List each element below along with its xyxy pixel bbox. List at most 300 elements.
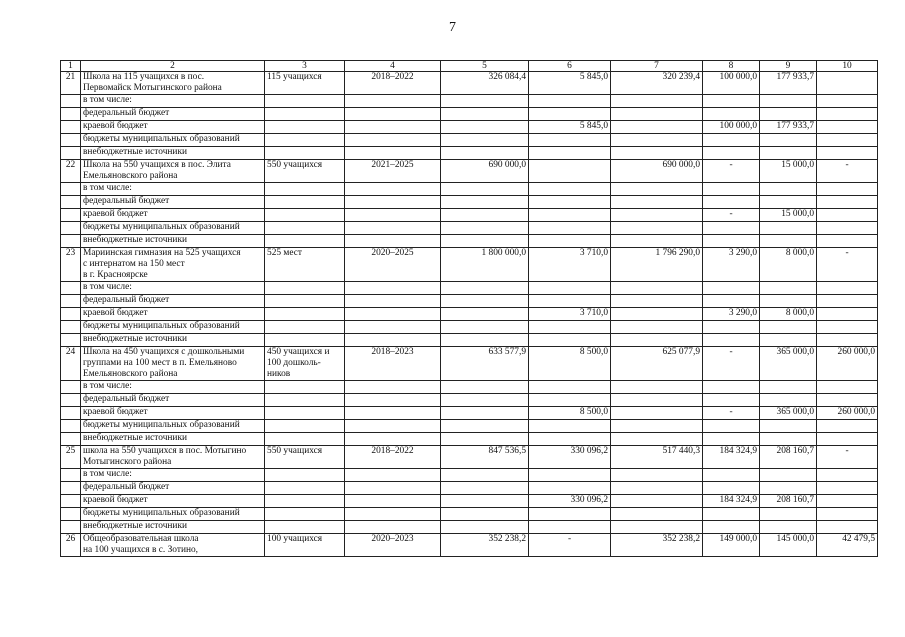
value-c6 — [529, 222, 611, 235]
value-c8 — [703, 321, 760, 334]
period — [345, 196, 441, 209]
object-capacity — [265, 407, 345, 420]
value-c6: 330 096,2 — [529, 495, 611, 508]
value-c6 — [529, 209, 611, 222]
value-c5: 326 084,4 — [441, 72, 529, 95]
table-subrow-federal — [61, 295, 878, 308]
funding-source-label: бюджеты муниципальных образований — [81, 508, 265, 521]
value-c10 — [817, 196, 878, 209]
period — [345, 508, 441, 521]
value-c6 — [529, 381, 611, 394]
object-name: Общеобразовательная школа на 100 учащихся в с. Зотино, — [81, 534, 265, 557]
period — [345, 147, 441, 160]
value-c8 — [703, 295, 760, 308]
value-c10 — [817, 469, 878, 482]
column-header-6: 6 — [529, 61, 611, 72]
object-capacity — [265, 308, 345, 321]
table-subrow-regional — [61, 308, 878, 321]
value-c9 — [760, 147, 817, 160]
funding-source-label: федеральный бюджет — [81, 295, 265, 308]
value-c7 — [611, 381, 703, 394]
period — [345, 235, 441, 248]
row-number — [61, 469, 81, 482]
funding-source-label: краевой бюджет — [81, 308, 265, 321]
value-c8: 184 324,9 — [703, 495, 760, 508]
value-c5 — [441, 295, 529, 308]
period: 2021–2025 — [345, 160, 441, 183]
value-c8: 149 000,0 — [703, 534, 760, 557]
object-capacity — [265, 134, 345, 147]
value-c5 — [441, 508, 529, 521]
value-c7 — [611, 147, 703, 160]
funding-source-label: в том числе: — [81, 469, 265, 482]
period — [345, 95, 441, 108]
value-c7: 517 440,3 — [611, 446, 703, 469]
value-c9 — [760, 108, 817, 121]
table-subrow-municipal — [61, 134, 878, 147]
object-capacity — [265, 235, 345, 248]
object-capacity — [265, 209, 345, 222]
object-capacity: 100 учащихся — [265, 534, 345, 557]
value-c6 — [529, 508, 611, 521]
table-subrow-regional — [61, 121, 878, 134]
value-c10: 42 479,5 — [817, 534, 878, 557]
value-c10 — [817, 482, 878, 495]
value-c7: 625 077,9 — [611, 347, 703, 381]
value-c9: 365 000,0 — [760, 347, 817, 381]
value-c6 — [529, 334, 611, 347]
object-name: Школа на 115 учащихся в пос. Первомайск Мотыгинского района — [81, 72, 265, 95]
value-c10 — [817, 235, 878, 248]
value-c7 — [611, 407, 703, 420]
period — [345, 334, 441, 347]
row-number — [61, 282, 81, 295]
row-number — [61, 222, 81, 235]
value-c9 — [760, 196, 817, 209]
value-c10: - — [817, 160, 878, 183]
value-c7 — [611, 282, 703, 295]
value-c10 — [817, 95, 878, 108]
row-number: 22 — [61, 160, 81, 183]
object-capacity — [265, 121, 345, 134]
value-c5 — [441, 282, 529, 295]
value-c9 — [760, 222, 817, 235]
value-c8 — [703, 433, 760, 446]
funding-source-label: внебюджетные источники — [81, 334, 265, 347]
table-subrow-extra — [61, 433, 878, 446]
value-c5 — [441, 95, 529, 108]
row-number — [61, 521, 81, 534]
table-subrow-incl — [61, 469, 878, 482]
value-c5 — [441, 482, 529, 495]
funding-source-label: в том числе: — [81, 183, 265, 196]
row-number — [61, 209, 81, 222]
table-subrow-extra — [61, 334, 878, 347]
value-c6 — [529, 95, 611, 108]
value-c5 — [441, 334, 529, 347]
value-c5: 690 000,0 — [441, 160, 529, 183]
value-c9 — [760, 321, 817, 334]
row-number — [61, 334, 81, 347]
value-c9 — [760, 381, 817, 394]
table-subrow-federal — [61, 108, 878, 121]
value-c9 — [760, 95, 817, 108]
funding-source-label: краевой бюджет — [81, 495, 265, 508]
value-c6 — [529, 160, 611, 183]
value-c9 — [760, 482, 817, 495]
object-name: Школа на 550 учащихся в пос. Элита Емельяновского района — [81, 160, 265, 183]
value-c8 — [703, 134, 760, 147]
value-c8: - — [703, 407, 760, 420]
object-capacity — [265, 508, 345, 521]
period — [345, 183, 441, 196]
value-c10 — [817, 521, 878, 534]
value-c7 — [611, 482, 703, 495]
value-c5 — [441, 433, 529, 446]
table-subrow-incl — [61, 282, 878, 295]
column-header-9: 9 — [760, 61, 817, 72]
object-capacity — [265, 282, 345, 295]
value-c9: 208 160,7 — [760, 446, 817, 469]
value-c7 — [611, 295, 703, 308]
value-c6 — [529, 108, 611, 121]
row-number — [61, 108, 81, 121]
value-c7 — [611, 121, 703, 134]
value-c5 — [441, 321, 529, 334]
value-c8 — [703, 381, 760, 394]
period: 2018–2022 — [345, 72, 441, 95]
value-c5 — [441, 521, 529, 534]
value-c9: 208 160,7 — [760, 495, 817, 508]
value-c8 — [703, 95, 760, 108]
value-c5 — [441, 134, 529, 147]
table-body — [61, 72, 878, 557]
value-c7: 690 000,0 — [611, 160, 703, 183]
row-number — [61, 295, 81, 308]
value-c6 — [529, 282, 611, 295]
value-c10 — [817, 394, 878, 407]
row-number — [61, 433, 81, 446]
column-header-1: 1 — [61, 61, 81, 72]
value-c8 — [703, 147, 760, 160]
funding-source-label: бюджеты муниципальных образований — [81, 222, 265, 235]
value-c10 — [817, 222, 878, 235]
value-c5 — [441, 222, 529, 235]
value-c8: 100 000,0 — [703, 121, 760, 134]
column-header-8: 8 — [703, 61, 760, 72]
table-subrow-regional — [61, 407, 878, 420]
row-number — [61, 508, 81, 521]
value-c8 — [703, 334, 760, 347]
period — [345, 482, 441, 495]
value-c6 — [529, 147, 611, 160]
funding-source-label: в том числе: — [81, 282, 265, 295]
period — [345, 121, 441, 134]
period — [345, 407, 441, 420]
value-c10 — [817, 495, 878, 508]
object-capacity — [265, 95, 345, 108]
funding-source-label: в том числе: — [81, 95, 265, 108]
value-c5 — [441, 495, 529, 508]
value-c9 — [760, 433, 817, 446]
value-c6 — [529, 235, 611, 248]
value-c7 — [611, 308, 703, 321]
value-c9 — [760, 420, 817, 433]
period: 2018–2022 — [345, 446, 441, 469]
period — [345, 420, 441, 433]
period — [345, 469, 441, 482]
row-number — [61, 407, 81, 420]
object-capacity: 550 учащихся — [265, 446, 345, 469]
value-c8 — [703, 235, 760, 248]
period — [345, 394, 441, 407]
table-subrow-municipal — [61, 222, 878, 235]
value-c9 — [760, 282, 817, 295]
row-number: 21 — [61, 72, 81, 95]
value-c10 — [817, 308, 878, 321]
value-c10: - — [817, 446, 878, 469]
table-row — [61, 160, 878, 183]
object-capacity — [265, 469, 345, 482]
value-c7 — [611, 521, 703, 534]
table-row — [61, 72, 878, 95]
value-c9 — [760, 508, 817, 521]
funding-source-label: краевой бюджет — [81, 121, 265, 134]
value-c7: 352 238,2 — [611, 534, 703, 557]
period — [345, 108, 441, 121]
value-c8 — [703, 469, 760, 482]
value-c5 — [441, 420, 529, 433]
value-c7 — [611, 95, 703, 108]
value-c8: 3 290,0 — [703, 248, 760, 282]
value-c6: - — [529, 534, 611, 557]
object-capacity — [265, 222, 345, 235]
value-c7 — [611, 209, 703, 222]
value-c10 — [817, 334, 878, 347]
value-c7 — [611, 321, 703, 334]
row-number — [61, 196, 81, 209]
object-capacity — [265, 183, 345, 196]
value-c6: 3 710,0 — [529, 308, 611, 321]
value-c10 — [817, 282, 878, 295]
value-c10 — [817, 381, 878, 394]
table-subrow-extra — [61, 521, 878, 534]
period — [345, 134, 441, 147]
row-number: 26 — [61, 534, 81, 557]
value-c9: 365 000,0 — [760, 407, 817, 420]
row-number: 24 — [61, 347, 81, 381]
column-header-3: 3 — [265, 61, 345, 72]
value-c8 — [703, 196, 760, 209]
value-c10 — [817, 183, 878, 196]
value-c5 — [441, 108, 529, 121]
value-c7 — [611, 495, 703, 508]
value-c7 — [611, 508, 703, 521]
value-c5: 1 800 000,0 — [441, 248, 529, 282]
object-capacity — [265, 433, 345, 446]
period — [345, 381, 441, 394]
table-subrow-municipal — [61, 420, 878, 433]
object-capacity — [265, 321, 345, 334]
funding-source-label: федеральный бюджет — [81, 394, 265, 407]
value-c6 — [529, 521, 611, 534]
object-capacity — [265, 394, 345, 407]
row-number — [61, 381, 81, 394]
value-c6 — [529, 469, 611, 482]
period — [345, 222, 441, 235]
column-header-10: 10 — [817, 61, 878, 72]
value-c5: 633 577,9 — [441, 347, 529, 381]
table-subrow-federal — [61, 196, 878, 209]
funding-source-label: федеральный бюджет — [81, 108, 265, 121]
funding-source-label: краевой бюджет — [81, 209, 265, 222]
value-c9: 8 000,0 — [760, 308, 817, 321]
value-c10 — [817, 121, 878, 134]
value-c8: - — [703, 160, 760, 183]
value-c9: 15 000,0 — [760, 160, 817, 183]
value-c5 — [441, 209, 529, 222]
value-c8: - — [703, 347, 760, 381]
value-c8: - — [703, 209, 760, 222]
value-c7: 320 239,4 — [611, 72, 703, 95]
value-c9 — [760, 394, 817, 407]
value-c5 — [441, 183, 529, 196]
object-capacity — [265, 521, 345, 534]
value-c7 — [611, 433, 703, 446]
object-capacity: 525 мест — [265, 248, 345, 282]
object-capacity — [265, 381, 345, 394]
value-c6 — [529, 482, 611, 495]
table-subrow-incl — [61, 95, 878, 108]
value-c8: 184 324,9 — [703, 446, 760, 469]
object-capacity — [265, 482, 345, 495]
value-c5 — [441, 469, 529, 482]
value-c6 — [529, 134, 611, 147]
object-name: Мариинская гимназия на 525 учащихся с интернатом на 150 мест в г. Красноярске — [81, 248, 265, 282]
value-c10 — [817, 147, 878, 160]
funding-source-label: внебюджетные источники — [81, 235, 265, 248]
value-c10 — [817, 72, 878, 95]
table-subrow-extra — [61, 235, 878, 248]
value-c10 — [817, 508, 878, 521]
row-number — [61, 183, 81, 196]
table-subrow-regional — [61, 209, 878, 222]
value-c7 — [611, 196, 703, 209]
row-number — [61, 134, 81, 147]
funding-source-label: в том числе: — [81, 381, 265, 394]
value-c7: 1 796 290,0 — [611, 248, 703, 282]
value-c9: 177 933,7 — [760, 72, 817, 95]
table-subrow-extra — [61, 147, 878, 160]
funding-source-label: краевой бюджет — [81, 407, 265, 420]
value-c6: 5 845,0 — [529, 121, 611, 134]
period: 2018–2023 — [345, 347, 441, 381]
value-c7 — [611, 420, 703, 433]
value-c6: 8 500,0 — [529, 347, 611, 381]
value-c7 — [611, 469, 703, 482]
table-row — [61, 534, 878, 557]
row-number — [61, 235, 81, 248]
table-subrow-municipal — [61, 321, 878, 334]
value-c10 — [817, 108, 878, 121]
value-c7 — [611, 134, 703, 147]
value-c6 — [529, 183, 611, 196]
value-c7 — [611, 334, 703, 347]
value-c9 — [760, 183, 817, 196]
row-number — [61, 147, 81, 160]
value-c8 — [703, 108, 760, 121]
value-c5 — [441, 196, 529, 209]
row-number — [61, 495, 81, 508]
value-c8: 3 290,0 — [703, 308, 760, 321]
object-capacity: 115 учащихся — [265, 72, 345, 95]
value-c9 — [760, 134, 817, 147]
column-header-7: 7 — [611, 61, 703, 72]
funding-source-label: внебюджетные источники — [81, 147, 265, 160]
object-capacity — [265, 196, 345, 209]
value-c5 — [441, 308, 529, 321]
value-c6 — [529, 433, 611, 446]
value-c8 — [703, 420, 760, 433]
value-c10: - — [817, 248, 878, 282]
value-c6 — [529, 321, 611, 334]
value-c10: 260 000,0 — [817, 407, 878, 420]
value-c7 — [611, 222, 703, 235]
value-c10 — [817, 134, 878, 147]
period — [345, 321, 441, 334]
value-c6: 330 096,2 — [529, 446, 611, 469]
value-c5: 352 238,2 — [441, 534, 529, 557]
value-c10 — [817, 321, 878, 334]
value-c8 — [703, 394, 760, 407]
value-c6 — [529, 420, 611, 433]
value-c6: 3 710,0 — [529, 248, 611, 282]
column-header-2: 2 — [81, 61, 265, 72]
row-number — [61, 308, 81, 321]
column-header-5: 5 — [441, 61, 529, 72]
period — [345, 521, 441, 534]
value-c10 — [817, 295, 878, 308]
object-capacity: 450 учащихся и 100 дошколь- ников — [265, 347, 345, 381]
row-number: 23 — [61, 248, 81, 282]
table-subrow-federal — [61, 482, 878, 495]
funding-source-label: внебюджетные источники — [81, 521, 265, 534]
value-c6: 8 500,0 — [529, 407, 611, 420]
value-c5: 847 536,5 — [441, 446, 529, 469]
value-c9 — [760, 521, 817, 534]
period — [345, 308, 441, 321]
column-header-4: 4 — [345, 61, 441, 72]
object-capacity — [265, 108, 345, 121]
period — [345, 282, 441, 295]
object-capacity: 550 учащихся — [265, 160, 345, 183]
value-c6: 5 845,0 — [529, 72, 611, 95]
value-c5 — [441, 394, 529, 407]
row-number — [61, 394, 81, 407]
table-subrow-federal — [61, 394, 878, 407]
header-row — [61, 61, 878, 72]
value-c9 — [760, 295, 817, 308]
value-c9: 177 933,7 — [760, 121, 817, 134]
value-c9 — [760, 469, 817, 482]
object-capacity — [265, 334, 345, 347]
value-c10 — [817, 420, 878, 433]
investment-table — [60, 60, 878, 557]
table-row — [61, 347, 878, 381]
value-c9: 15 000,0 — [760, 209, 817, 222]
value-c8: 100 000,0 — [703, 72, 760, 95]
value-c8 — [703, 521, 760, 534]
